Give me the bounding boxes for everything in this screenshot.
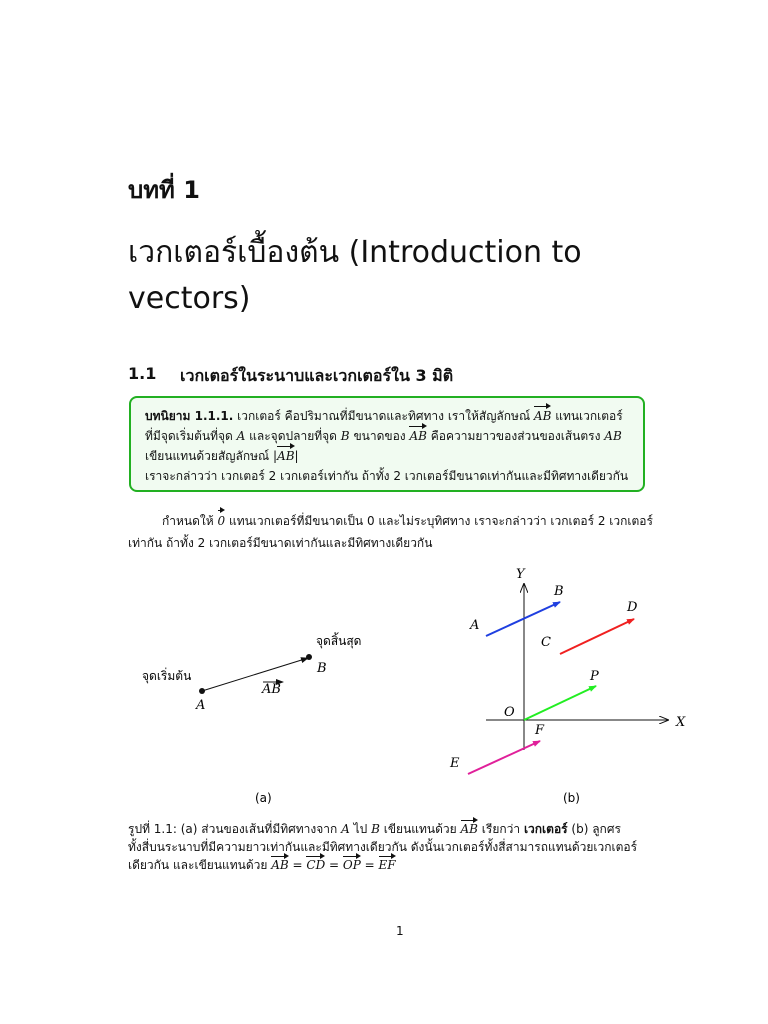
figure-b [440,560,700,810]
x-axis-label: X [676,715,686,730]
point-b-label: B [317,661,327,676]
figure-b-sublabel: (b) [563,791,580,805]
point-p-label: P [590,669,599,684]
figure-a-sublabel: (a) [255,791,272,805]
chapter-title: เวกเตอร์เบื้องต้น (Introduction to vectors) [128,235,582,316]
figure-a [128,620,378,810]
chapter-label: บทที่ 1 [128,176,200,204]
vector-ef: EF [378,858,396,872]
figure-caption: รูปที่ 1.1: (a) ส่วนของเส้นที่มีทิศทางจาก A ไป B เขียนแทนด้วย AB เรียกว่า เวกเตอร์ (b) ลูกศร ทั้งสี่บนระนาบที่มีความยาวเท่ากันและมีทิศทางเดียวกัน ดังนั้นเวกเตอร์ทั้งสี่สามารถแทนด้วยเวกเตอร์ เดียวกัน และเขียนแทนด้วย AB = CD = OP = EF [128,822,638,872]
point-a-dot [199,688,205,694]
point-a-label: A [470,618,480,633]
vector-op: OP [342,858,361,872]
definition-line-3: เขียนแทนด้วยสัญลักษณ์ |AB| [145,446,629,466]
end-point-label: จุดสิ้นสุด [316,634,362,648]
vector-ab: AB [460,822,478,836]
vector-cd-red [560,619,634,654]
vector-ab: AB [534,406,551,426]
zero-vector: 0 [218,510,226,532]
page-number: 1 [396,924,404,938]
point-f-label: F [535,723,545,738]
definition-line-4: เราจะกล่าวว่า เวกเตอร์ 2 เวกเตอร์เท่ากัน ถ้าทั้ง 2 เวกเตอร์มีขนาดเท่ากันและมีทิศทางเดียวกัน [145,469,629,483]
vector-ab-label: AB [262,682,281,697]
point-b-label: B [554,584,564,599]
origin-label: O [504,705,515,720]
vector-op-green [524,686,596,720]
body-paragraph: กำหนดให้ 0 แทนเวกเตอร์ที่มีขนาดเป็น 0 และไม่ระบุทิศทาง เราจะกล่าวว่า เวกเตอร์ 2 เวกเตอร์ เท่ากัน ถ้าทั้ง 2 เวกเตอร์มีขนาดเท่ากันและมีทิศทางเดียวกัน [128,510,648,554]
definition-box [129,396,645,492]
vector-ab: AB [271,858,289,872]
vector-cd: CD [306,858,326,872]
point-b-dot [306,654,312,660]
vector-ab-blue [486,602,560,636]
vector-ab-arrow [202,658,308,691]
y-axis-label: Y [516,567,525,582]
section-number: 1.1 [128,364,157,383]
section-title: เวกเตอร์ในระนาบและเวกเตอร์ใน 3 มิติ [180,366,454,385]
vector-ab: AB [409,426,426,446]
definition-head: บทนิยาม 1.1.1. [145,409,234,423]
definition-line-1: บทนิยาม 1.1.1. เวกเตอร์ คือปริมาณที่มีขนาดและทิศทาง เราให้สัญลักษณ์ AB แทนเวกเตอร์ [145,406,629,426]
point-d-label: D [627,600,638,615]
start-point-label: จุดเริ่มต้น [142,669,192,683]
point-c-label: C [541,635,551,650]
vector-ef-pink [468,741,540,774]
point-a-label: A [196,698,206,713]
vector-ab: AB [277,446,294,466]
definition-line-2: ที่มีจุดเริ่มต้นที่จุด A และจุดปลายที่จุด B ขนาดของ AB คือความยาวของส่วนของเส้นตรง AB [145,426,629,446]
point-e-label: E [450,756,460,771]
